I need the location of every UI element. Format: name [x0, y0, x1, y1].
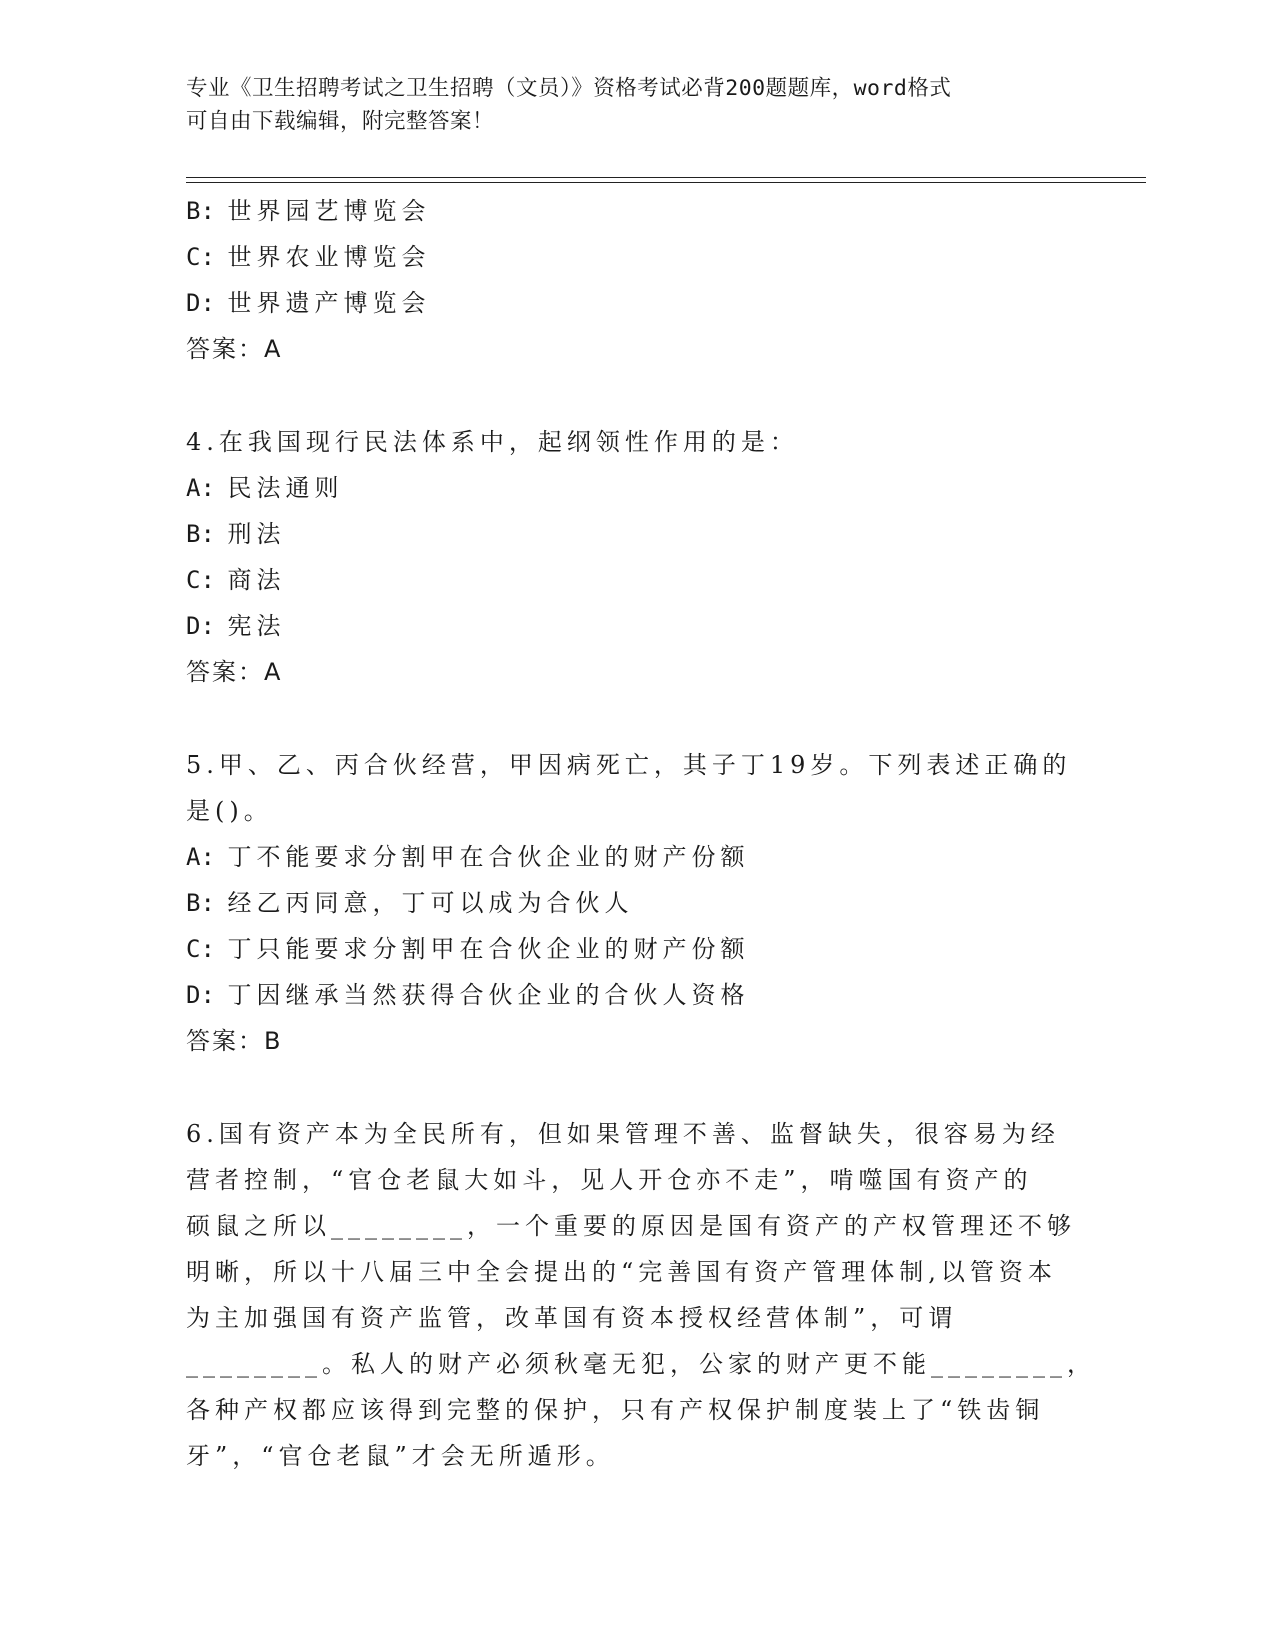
option-letter: C:	[186, 935, 215, 963]
option-d	[186, 972, 1086, 1018]
answer-line: 答案：A	[186, 335, 283, 363]
option-text: 丁只能要求分割甲在合伙企业的财产份额	[227, 935, 750, 963]
question-3	[186, 188, 1086, 372]
option-c	[186, 234, 1086, 280]
question-stem-line: 5.甲、乙、丙合伙经营，甲因病死亡，其子丁19岁。下列表述正确的	[186, 751, 1072, 779]
option-text: 宪法	[227, 612, 286, 640]
option-text: 商法	[227, 566, 286, 594]
question-content	[186, 188, 1096, 1479]
option-text: 世界园艺博览会	[227, 197, 431, 225]
option-letter: C:	[186, 566, 215, 594]
question-stem-line: ________。私人的财产必须秋毫无犯，公家的财产更不能________，	[186, 1350, 1096, 1378]
option-text: 丁因继承当然获得合伙企业的合伙人资格	[227, 981, 750, 1009]
option-b	[186, 188, 1086, 234]
header-title-line-1: 专业《卫生招聘考试之卫生招聘（文员）》资格考试必背200题题库，word格式	[186, 76, 952, 101]
question-stem-line: 6.国有资产本为全民所有，但如果管理不善、监督缺失，很容易为经	[186, 1120, 1060, 1148]
header-rule-thin	[186, 177, 1146, 178]
option-d	[186, 603, 1086, 649]
option-b	[186, 880, 1086, 926]
option-b	[186, 511, 1086, 557]
option-letter: D:	[186, 289, 215, 317]
option-letter: C:	[186, 243, 215, 271]
option-c	[186, 557, 1086, 603]
question-6	[186, 1111, 1096, 1479]
question-stem: 4.在我国现行民法体系中，起纲领性作用的是：	[186, 428, 799, 456]
option-a	[186, 834, 1086, 880]
header-rule-thick	[186, 182, 1146, 183]
page-header	[186, 72, 1086, 138]
spacer	[186, 695, 1086, 742]
option-a	[186, 465, 1086, 511]
option-text: 民法通则	[227, 474, 344, 502]
answer-line: 答案：B	[186, 1027, 283, 1055]
question-stem-line: 硕鼠之所以________，一个重要的原因是国有资产的产权管理还不够	[186, 1212, 1076, 1240]
option-letter: D:	[186, 612, 215, 640]
option-letter: B:	[186, 889, 215, 917]
question-4	[186, 419, 1086, 695]
question-stem-line: 牙”，“官仓老鼠”才会无所遁形。	[186, 1442, 615, 1470]
option-letter: B:	[186, 520, 215, 548]
option-letter: A:	[186, 843, 215, 871]
question-stem-line: 明晰，所以十八届三中全会提出的“完善国有资产管理体制,以管资本	[186, 1258, 1057, 1286]
option-text: 世界农业博览会	[227, 243, 431, 271]
option-text: 刑法	[227, 520, 286, 548]
option-text: 世界遗产博览会	[227, 289, 431, 317]
question-stem-line: 各种产权都应该得到完整的保护，只有产权保护制度装上了“铁齿铜	[186, 1396, 1045, 1424]
option-d	[186, 280, 1086, 326]
option-text: 丁不能要求分割甲在合伙企业的财产份额	[227, 843, 750, 871]
option-letter: B:	[186, 197, 215, 225]
question-stem-line: 营者控制，“官仓老鼠大如斗，见人开仓亦不走”，啃噬国有资产的	[186, 1166, 1033, 1194]
option-c	[186, 926, 1086, 972]
spacer	[186, 1064, 1086, 1111]
spacer	[186, 372, 1086, 419]
question-5	[186, 742, 1086, 1064]
question-stem-line: 为主加强国有资产监管，改革国有资本授权经营体制”，可谓	[186, 1304, 958, 1332]
question-stem-line: 是()。	[186, 797, 273, 825]
answer-line: 答案：A	[186, 658, 283, 686]
header-title-line-2: 可自由下载编辑，附完整答案！	[186, 109, 495, 134]
option-letter: D:	[186, 981, 215, 1009]
option-letter: A:	[186, 474, 215, 502]
option-text: 经乙丙同意，丁可以成为合伙人	[227, 889, 634, 917]
